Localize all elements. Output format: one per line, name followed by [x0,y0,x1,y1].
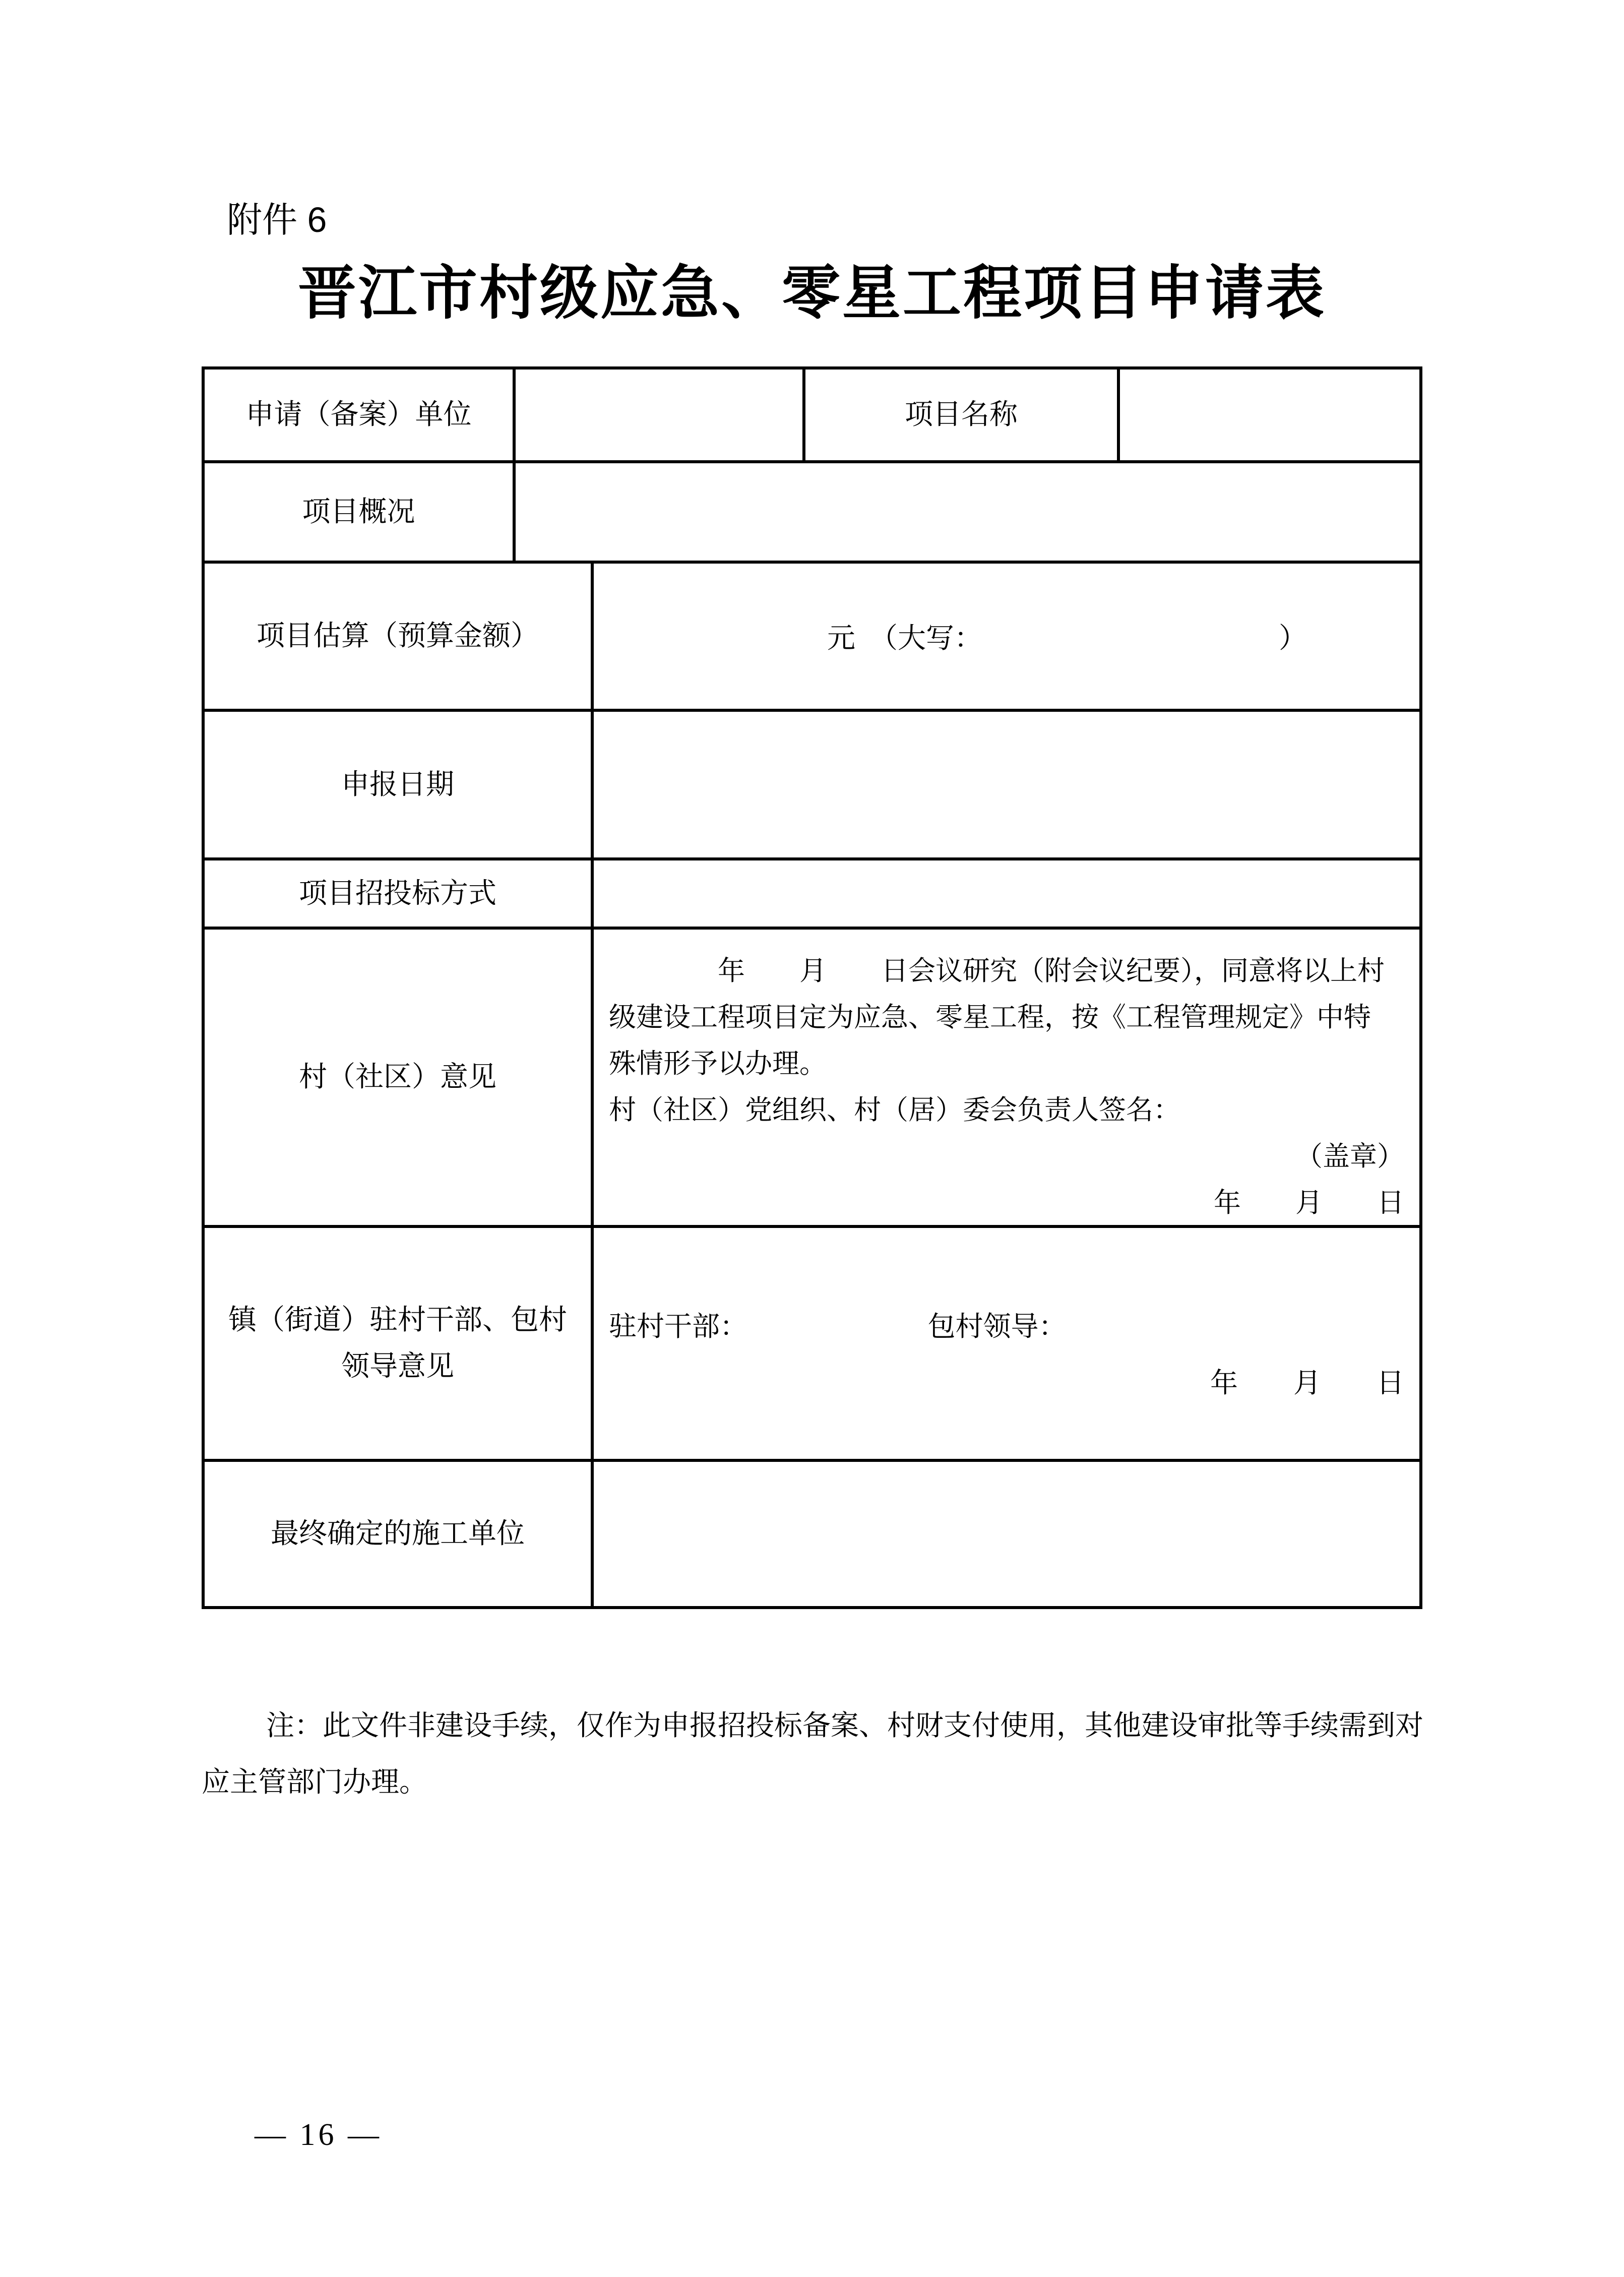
table-row [205,860,1419,930]
field-project-overview[interactable] [516,463,1419,561]
label-project-name: 项目名称 [805,370,1120,460]
town-leader-label-line2: 领导意见 [341,1351,454,1382]
field-project-name[interactable] [1120,370,1419,460]
label-project-estimate: 项目估算（预算金额） [205,564,594,709]
town-leader-label-line1: 镇（街道）驻村干部、包村 [228,1305,567,1336]
table-row [205,463,1419,564]
cadre-leader-signature-labels: 驻村干部： 包村领导： [609,1311,1067,1342]
table-row [205,930,1419,1228]
label-town-leader-opinion [205,1228,594,1459]
page-number: — 16 — [255,2118,382,2152]
field-applicant-unit[interactable] [516,370,805,460]
label-application-date: 申报日期 [205,712,594,857]
table-row [205,1462,1419,1606]
attachment-label: 附件 6 [227,200,327,239]
estimate-amount-template: 元 （大写： ） [827,623,1307,654]
field-village-opinion[interactable] [594,930,1419,1225]
village-opinion-date-blank: 年 月 日 [1214,1188,1404,1218]
table-row [205,564,1419,712]
field-bidding-method[interactable] [594,860,1419,927]
label-village-opinion: 村（社区）意见 [205,930,594,1225]
field-application-date[interactable] [594,712,1419,857]
village-opinion-signature-label: 村（社区）党组织、村（居）委会负责人签名： [609,1095,1180,1125]
label-project-overview: 项目概况 [205,463,516,561]
table-row [205,712,1419,860]
village-opinion-text: 殊情形予以办理。 [609,1049,827,1079]
page-title: 晋江市村级应急、零星工程项目申请表 [298,262,1326,326]
field-final-construction-unit[interactable] [594,1462,1419,1606]
application-form-table [202,366,1422,1609]
label-applicant-unit: 申请（备案）单位 [205,370,516,460]
table-row [205,1228,1419,1462]
label-final-construction-unit: 最终确定的施工单位 [205,1462,594,1606]
footnote-line: 注：此文件非建设手续，仅作为申报招投标备案、村财支付使用，其他建设审批等手续需到对 [266,1710,1423,1742]
label-bidding-method: 项目招投标方式 [205,860,594,927]
town-opinion-date-blank: 年 月 日 [1210,1368,1404,1398]
table-row [205,370,1419,463]
field-project-estimate[interactable] [594,564,1419,709]
village-opinion-text: 年 月 日会议研究（附会议纪要），同意将以上村 [609,956,1385,986]
footnote [202,1698,1423,1811]
footnote-line: 应主管部门办理。 [202,1767,427,1798]
village-opinion-seal-label: （盖章） [1295,1141,1404,1172]
village-opinion-text: 级建设工程项目定为应急、零星工程，按《工程管理规定》中特 [609,1002,1371,1032]
field-town-leader-opinion[interactable] [594,1228,1419,1459]
